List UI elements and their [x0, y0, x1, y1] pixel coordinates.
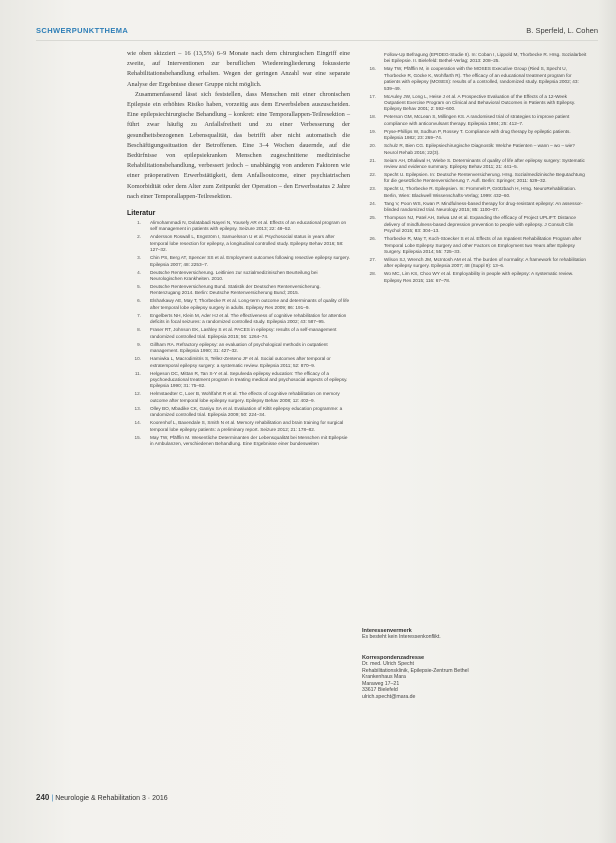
correspondence-line: Dr. med. Ulrich Specht — [362, 661, 414, 667]
reference-number: 2. — [137, 234, 141, 240]
correspondence-line: 33617 Bielefeld — [362, 687, 398, 694]
reference-item — [127, 313, 350, 326]
reference-item — [127, 327, 350, 340]
reference-number: 7. — [137, 312, 141, 318]
reference-item — [362, 172, 588, 185]
reference-item — [127, 420, 350, 433]
reference-number: 5. — [137, 284, 141, 290]
reference-list-right — [362, 52, 588, 284]
conflict-title: Interessenvermerk — [362, 628, 412, 634]
reference-item — [127, 220, 350, 233]
reference-item — [362, 201, 588, 214]
correspondence-line: Krankenhaus Mara — [362, 674, 406, 681]
correspondence-address — [362, 655, 588, 701]
reference-list-left — [127, 220, 350, 447]
section-label: SCHWERPUNKTTHEMA — [36, 26, 129, 35]
reference-item — [362, 143, 588, 156]
reference-text: Follow-Up Befragung (EPIDEG-Studie II). In: Coban I, Lippold M, Thorbecke R. Hrsg. Sozialarbeit bei Epilepsie. II. Bielefeld: Bethel-Verlag; 2013: 208–25. — [384, 52, 587, 64]
reference-number: 14. — [134, 420, 141, 426]
conflict-of-interest — [362, 628, 588, 641]
reference-item — [127, 255, 350, 268]
page-gutter-shadow — [598, 0, 616, 843]
reference-item — [362, 236, 588, 255]
reference-item — [362, 129, 588, 142]
reference-number: 8. — [137, 327, 141, 333]
reference-number: 16. — [369, 66, 376, 72]
reference-item — [362, 271, 588, 284]
reference-number: 10. — [134, 356, 141, 362]
reference-number: 27. — [369, 256, 376, 262]
reference-text: McAuley JW, Long L, Heise J et al. A Prospective Evaluation of the Effects of a 12-Week Outpatient Exercise Program on Clinical and Behavioral Outcomes in Patients with Epilepsy. Epilepsy Behav 2001; 2: 592–600. — [384, 93, 576, 112]
reference-item — [127, 270, 350, 283]
paragraph-1: wie oben skizziert – 16 (13,5%) 6–9 Monate nach dem chirurgischen Eingriff eine zweite, auf Interventionen zur beruflichen Wiedereingliederung fokussierte Rehabilitationsbehandlung erhalten. Wegen der geringen Anzahl war eine separate Analyse der Ergebnisse dieser Gruppe nicht möglich. — [127, 50, 350, 88]
reference-item — [127, 371, 350, 390]
reference-text: Elsharkawy AE, May T, Thorbecke R et al. Long-term outcome and determinants of quality of life after temporal lobe epilepsy surgery in adults. Epilepsy Res 2009; 86: 191–9. — [150, 298, 350, 310]
reference-text: Helmstaedter C, Loer B, Wohlfahrt R et al. The effects of cognitive rehabilitation on memory outcome after temporal lobe epilepsy surgery. Epilepsy Behav 2008; 12: 402–9. — [150, 391, 340, 403]
reference-text: Wilson SJ, Wrench JM, McIntosh AM et al. The burden of normality: A framework for rehabilitation after epilepsy surgery. Epilepsia 2007; 48 (Suppl 9): 13–6. — [384, 256, 586, 269]
reference-text: Olley BO, Mbadike CK, Ganiyu SA et al. Evaluation of Kiltit epilepsy education programme: a randomized controlled trial. Epilepsia 2009; 50: 224–34. — [150, 405, 343, 418]
correspondence-line: Maraweg 17–21 — [362, 680, 400, 687]
reference-item — [362, 114, 588, 127]
correspondence-line: Rehabilitationsklinik, Epilepsie-Zentrum Bethel — [362, 667, 469, 674]
reference-number: 4. — [137, 269, 141, 275]
reference-item — [127, 284, 350, 297]
reference-item — [362, 257, 588, 270]
page-header — [36, 26, 598, 41]
reference-text: Fraser RT, Johnson EK, Lashley S et al. PACES in epilepsy: results of a self-management randomized controlled trial. Epilepsia 2015; 56: 1264–74. — [150, 327, 337, 339]
reference-text: Andersson Roswall L, Engström I, Samuelsson U et al. Psychosocial status in years after temporal lobe resection for epilepsy, a longitudinal controlled study. Epilepsy Behav 2016; 58: 127–32. — [150, 234, 344, 253]
literature-heading: Literatur — [127, 210, 156, 218]
page-number: 240 — [36, 793, 50, 802]
reference-text: Tang V, Poon WS, Kwan P. Mindfulness-based therapy for drug-resistant epilepsy: An assessor-blinded randomized trial. Neurology 2015; 85: 1100–07. — [384, 200, 583, 213]
reference-item — [127, 406, 350, 419]
reference-number: 13. — [134, 405, 141, 411]
reference-number: 23. — [369, 186, 376, 192]
reference-text: Pryse-Phillips W, Sodhun P, Rossey T. Compliance with drug therapy by epileptic patients. Epilepsia 1982; 23: 269–74. — [384, 128, 571, 141]
reference-number: 22. — [369, 172, 376, 178]
reference-number: 9. — [137, 341, 141, 347]
reference-number: 18. — [369, 114, 376, 120]
reference-text: Alimohammadi N, Dolatabadi Nayeri N, Yousefy AR et al. Effects of an educational program on self management in patients with epilepsy. Seizure 2013; 22: 48–52. — [150, 220, 347, 232]
reference-text: Gillham RA. Refractory epilepsy: an evaluation of psychological methods in outpatient management. Epilepsia 1990; 31: 427–32. — [150, 341, 328, 354]
reference-text: Seiam AH, Dhaliwal H, Wiebe S. Determinants of quality of life after epilepsy surgery: Systematic review and evidence summary. Epilepsy Behav 2011; 21: 441–5. — [384, 157, 585, 170]
reference-text: Hamiwka L, Macrodimitris S, Tellez-Zenteno JF et al. Social outcomes after temporal or extratemporal epilepsy surgery: a systematic review. Epilepsia 2011; 52: 870–9. — [150, 356, 331, 368]
reference-number: 28. — [369, 271, 376, 277]
reference-text: May TW, Pfäfflin M, in cooperation with the MOSES Executive Group (Ried S, Specht U, Thorbecke R, Göcke K, Wohlfarth R). The efficacy of an educational treatment program for patients with epilepsy (MOSES): results of a controlled, randomized study. Epilepsia 2002; 43: 539–49. — [384, 66, 579, 91]
reference-number: 17. — [369, 93, 376, 99]
correspondence-title: Korrespondenzadresse — [362, 655, 425, 661]
reference-text: Wo MC, Lim KS, Choo WY et al. Employability in people with epilepsy: A systematic review. Epilepsy Res 2015; 116: 67–78. — [384, 271, 574, 283]
reference-text: Thompson NJ, Patel AH, Selwa LM et al. Expanding the efficacy of Project UPLIFT: Distance delivery of mindfulness-based depression prevention to people with epilepsy. J Consult Clin Psychol 2015; 83: 304–13. — [384, 215, 576, 234]
reference-item — [362, 66, 588, 92]
reference-number: 25. — [369, 215, 376, 221]
reference-item — [362, 186, 588, 199]
body-text — [127, 49, 350, 202]
reference-number: 20. — [369, 143, 376, 149]
page-footer: 240 | Neurologie & Rehabilitation 3 · 2016 — [36, 793, 168, 802]
reference-text: Engelberts NH, Klein M, Ader HJ et al. The effectiveness of cognitive rehabilitation for attention deficits in focal seizures: a randomized controlled study. Epilepsia 2002; 43: 587–95. — [150, 312, 347, 325]
reference-item — [127, 356, 350, 369]
reference-item — [127, 435, 350, 448]
reference-text: Specht U. Epilepsien. In: Deutsche Rentenversicherung. Hrsg. Sozialmedizinische Begutachtung für die gesetzliche Rentenversicherung 7. Aufl. Berlin: Springer; 2011: 529–32. — [384, 172, 585, 184]
reference-number: 19. — [369, 128, 376, 134]
reference-number: 11. — [134, 370, 141, 376]
reference-text: Koorenhof L, Baxendale S, Smith N et al. Memory rehabilitation and brain training for surgical temporal lobe epilepsy patients: a preliminary report. Seizure 2012; 21: 178–82. — [150, 420, 344, 432]
reference-text: Chin PS, Berg AT, Spencer SS et al. Employment outcomes following resective epilepsy surgery. Epilepsia 2007; 48: 2253–7. — [150, 255, 350, 267]
reference-text: Specht U, Thorbecke R. Epilepsien. In: Frommelt P, Grötzbach H, Hrsg. NeuroRehabilitation. Berlin, Wien: Blackwell Wissenschafts-Verlag; 1999: 432–60. — [384, 186, 577, 198]
reference-text: May TW, Pfäfflin M. Wesentliche Determinanten der Lebensqualität bei Menschen mit Epilepsie in Ambulanzen, verschiedenen Behandlung. Eine Ergebnisse einer bundesweiten — [150, 434, 348, 446]
reference-number: 15. — [134, 434, 141, 440]
reference-text: Thorbecke R, May T, Koch-Stoecker S et al. Effects of an Inpatient Rehabilitation Program after Temporal Lobe Epilepsy Surgery and other Factors on Employment two Years after Epilepsy Surgery. Epilepsia 2014; 55: 725–33. — [384, 236, 582, 254]
conflict-text: Es besteht kein Interessenkonflikt. — [362, 634, 441, 640]
running-authors: B. Sperfeld, L. Cohen — [526, 26, 598, 35]
reference-text: Schulz R, Bien CG. Epilepsiechirurgische Diagnostik: Welche Patienten – wann – wo – wie? Neurol Rehab 2016; 22(3). — [384, 143, 575, 155]
reference-text: Helgeson DC, Mittan R, Tan S-Y et al. Sepulveda epilepsy education: The efficacy of a psychoeducational treatment program in treating medical and psychosocial aspects of epilepsy. Epilepsia 1990; 31: 75–82. — [150, 370, 348, 389]
reference-item — [362, 94, 588, 113]
journal-issue: Neurologie & Rehabilitation 3 · 2016 — [55, 795, 168, 802]
reference-text: Deutsche Rentenversicherung Bund. Statistik der Deutschen Rentenversicherung. Rentenzugang 2014. Berlin: Deutsche Rentenversicherung Bund; 2015. — [150, 284, 321, 296]
reference-item — [127, 391, 350, 404]
reference-item — [127, 298, 350, 311]
reference-item — [127, 234, 350, 253]
reference-item — [362, 215, 588, 234]
reference-number: 1. — [137, 220, 141, 226]
reference-text: Deutsche Rentenversicherung. Leitlinien zur sozialmedizinischen Beurteilung bei Neurologischen Krankheiten. 2010. — [150, 269, 318, 282]
reference-number: 24. — [369, 200, 376, 206]
correspondence-email[interactable]: ulrich.specht@mara.de — [362, 693, 416, 700]
reference-text: Peterson GM, McLean S, Millingen KS. A randomised trial of strategies to improve patient compliance with anticonvulsant therapy. Epilepsia 1984; 25: 412–7. — [384, 114, 570, 126]
reference-item — [362, 158, 588, 171]
reference-number: 3. — [137, 255, 141, 261]
reference-number: 26. — [369, 236, 376, 242]
reference-number: 21. — [369, 157, 376, 163]
reference-number: 12. — [134, 391, 141, 397]
reference-item — [362, 52, 588, 65]
reference-item — [127, 342, 350, 355]
reference-number: 6. — [137, 298, 141, 304]
right-column — [362, 49, 588, 286]
paragraph-2: Zusammenfassend lässt sich feststellen, dass Menschen mit einer chronischen Epilepsie ein erhöhtes Risiko haben, vorzeitig aus dem Erwerbsleben auszuscheiden. Eine epilepsiechirurgische Behandlung – konkret: eine Temporallappen-Teilresektion – führt zwar häufig zu Anfallsfreiheit und zu einer Verbesserung der gesundheitsbezogenen Lebensqualität, das betrifft aber nicht automatisch die Beschäftigungssituation der Betroffenen. Eine 3–4 Wochen dauernde, auf die Bedürfnisse von epilepsiekranken Menschen zugeschnittene medizinische Rehabilitationsbehandlung, verbessert jedoch – unabhängig von anderen Faktoren wie einer präoperativen Erwerbstätigkeit, dem Anfallsoutcome, einer psychiatrischen Komorbidität oder dem Alter zum Zeitpunkt der Operation – den Erwerbsstatus 2 Jahre nach einer Temporallappen-Teilresektion. — [127, 90, 350, 200]
left-column — [127, 49, 350, 449]
